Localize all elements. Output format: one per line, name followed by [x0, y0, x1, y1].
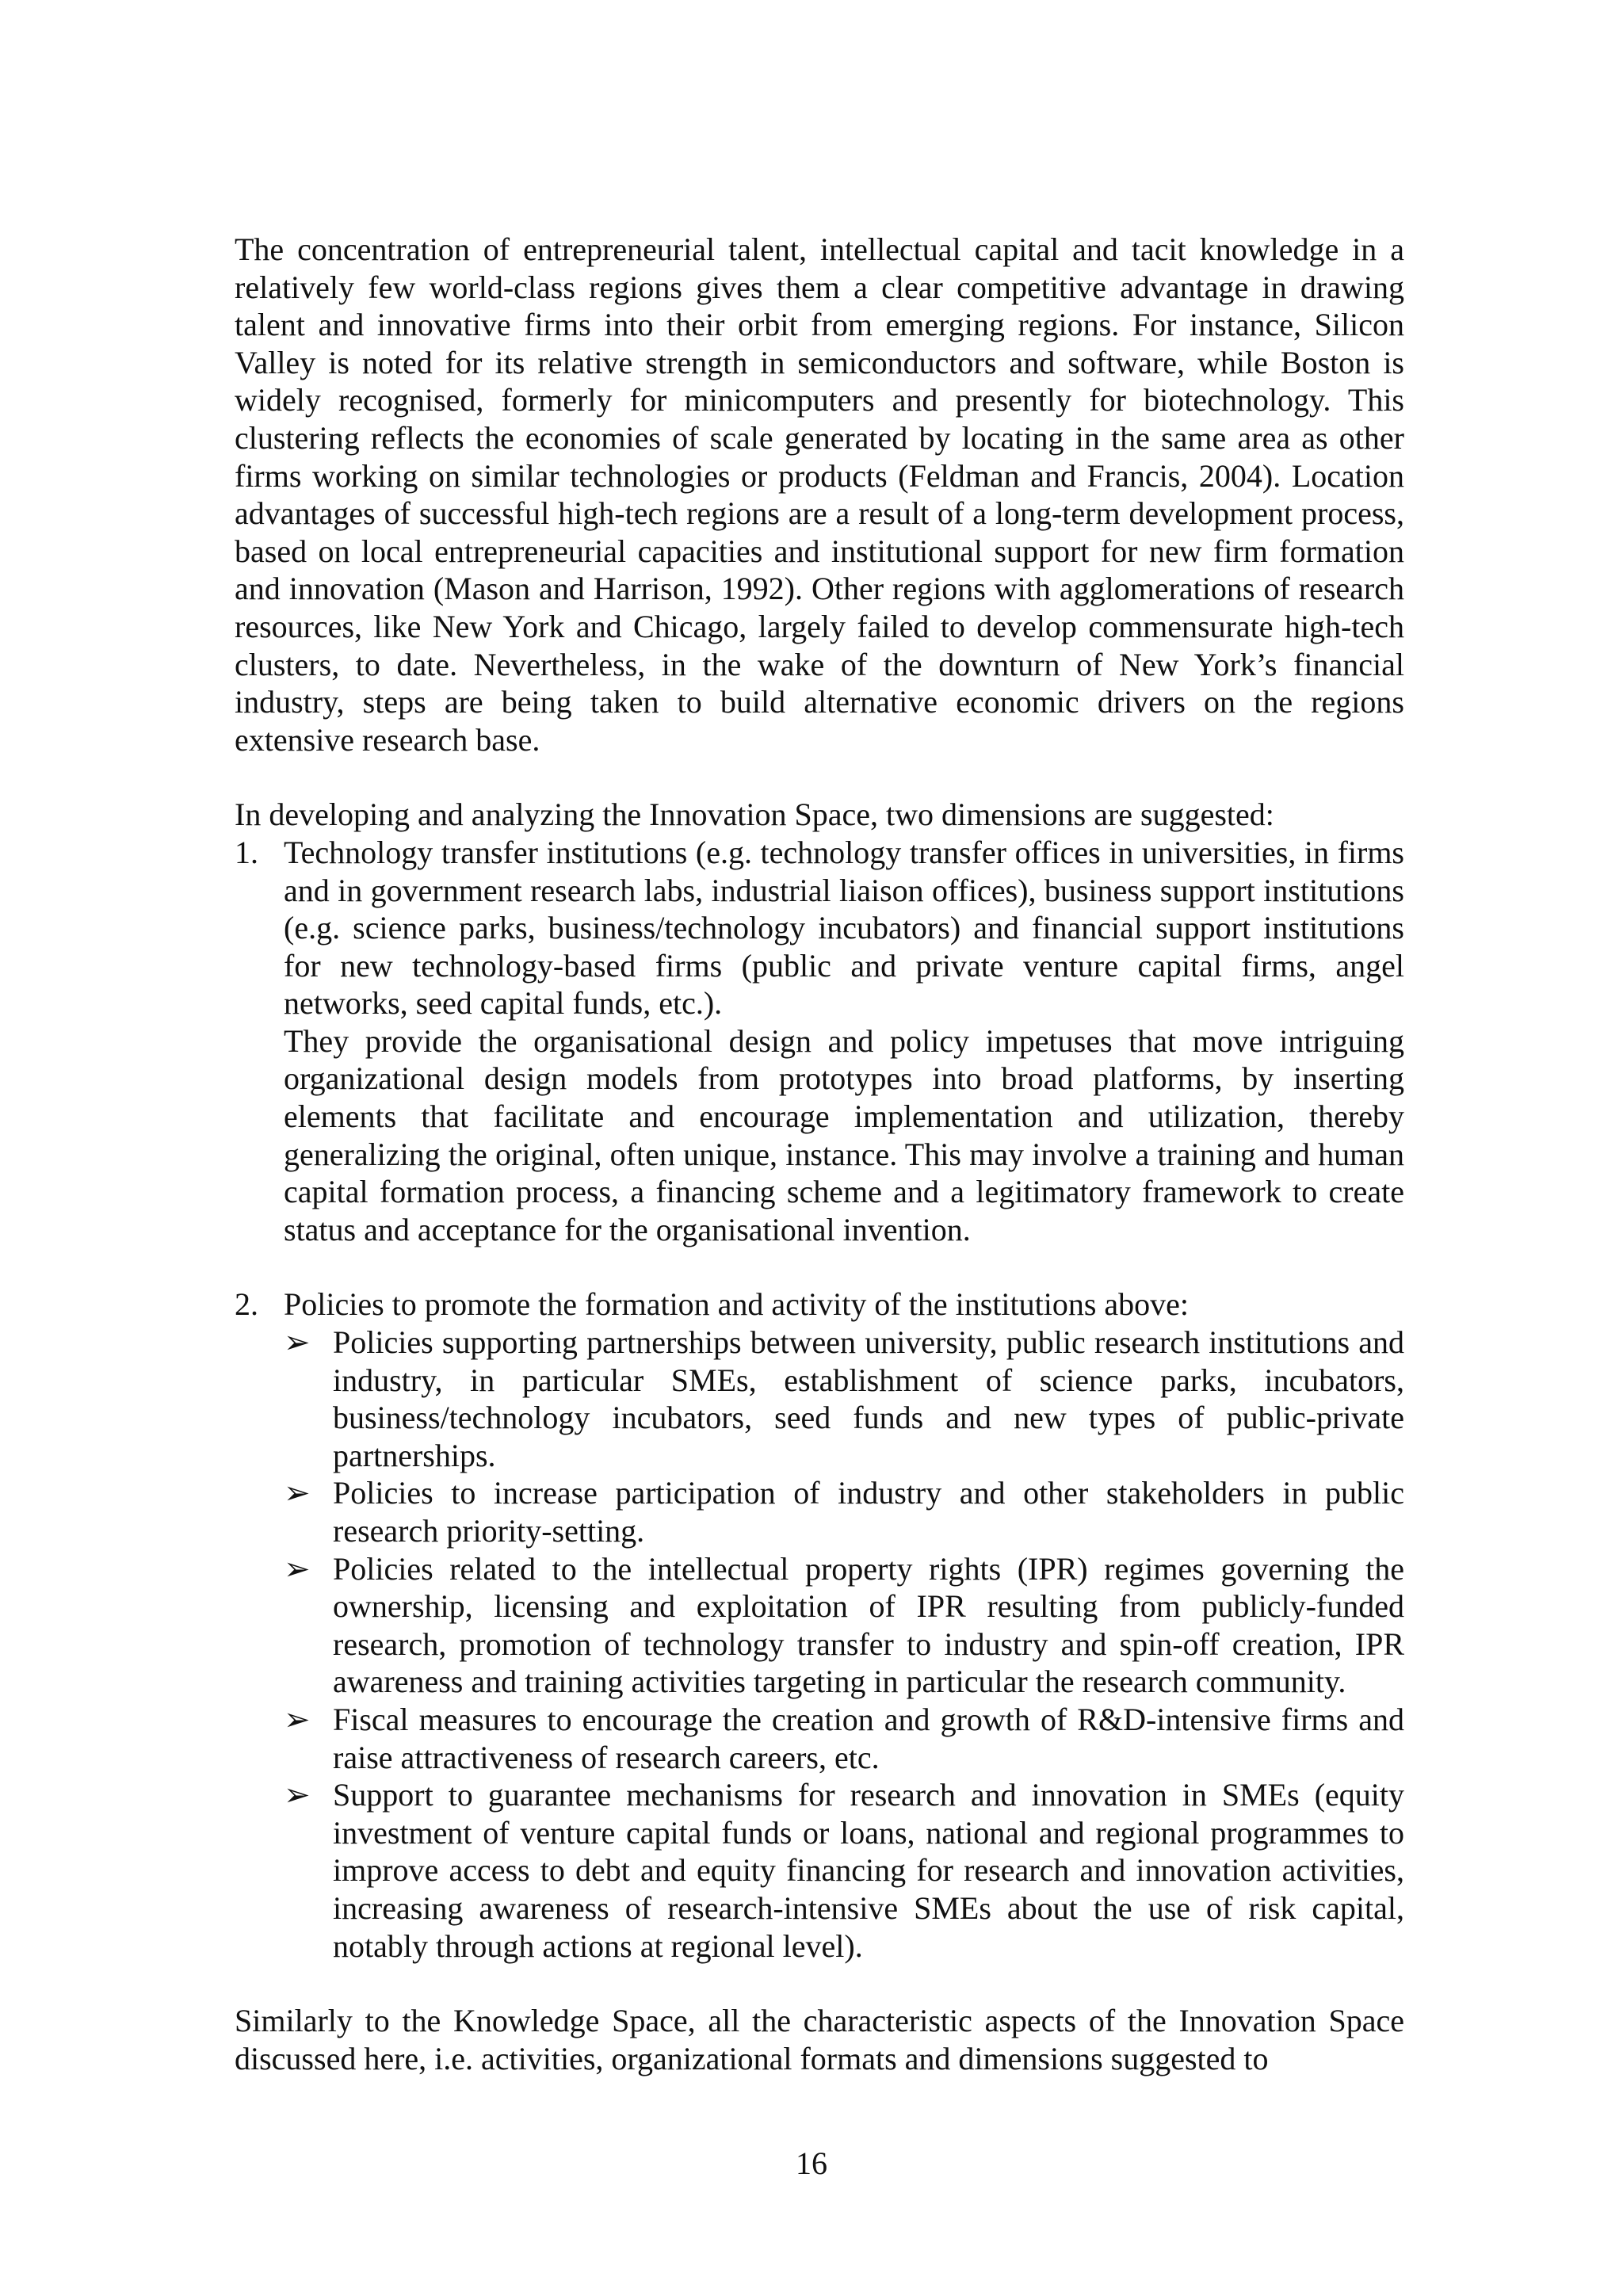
page-number: 16	[796, 2145, 827, 2181]
paragraph-spacer	[235, 1248, 1404, 1286]
bullet-item	[284, 1776, 1404, 1965]
paragraph-regional-clusters: The concentration of entrepreneurial talent, intellectual capital and tacit knowledge in a relatively few world-class regions gives them a clear competitive advantage in drawing talent and innovative firms into their orbit from emerging regions. For instance, Silicon Valley is noted for its relative strength in semiconductors and software, while Boston is widely recognised, formerly for minicomputers and presently for biotechnology. This clustering reflects the economies of scale generated by locating in the same area as other firms working on similar technologies or products (Feldman and Francis, 2004). Location advantages of successful high-tech regions are a result of a long-term development process, based on local entrepreneurial capacities and institutional support for new firm formation and innovation (Mason and Harrison, 1992). Other regions with agglomerations of research resources, like New York and Chicago, largely failed to develop commensurate high-tech clusters, to date. Nevertheless, in the wake of the downturn of New York’s financial industry, steps are being taken to build alternative economic drivers on the regions extensive research base.	[235, 231, 1404, 758]
bullet-item	[284, 1324, 1404, 1474]
bullet-item	[284, 1550, 1404, 1701]
bullet-text: Policies to increase participation of industry and other stakeholders in public research priority-setting.	[333, 1475, 1404, 1549]
arrow-bullet-icon: ➢	[284, 1777, 311, 1813]
bullet-text: Policies related to the intellectual property rights (IPR) regimes governing the ownership, licensing and exploitation of IPR resulting from publicly-funded research, promotion of technology transfer to industry and spin-off creation, IPR awareness and training activities targeting in particular the research community.	[333, 1550, 1404, 1700]
paragraph-closing: Similarly to the Knowledge Space, all the characteristic aspects of the Innovation Space discussed here, i.e. activities, organizational formats and dimensions suggested to	[235, 2003, 1404, 2076]
paragraph-spacer	[235, 1965, 1404, 2002]
list-item-text: Policies to promote the formation and activity of the institutions above:	[284, 1286, 1190, 1323]
page-body	[235, 231, 1404, 2077]
arrow-bullet-icon: ➢	[284, 1701, 311, 1737]
arrow-bullet-icon: ➢	[284, 1475, 311, 1511]
policy-bullet-list	[284, 1324, 1404, 1965]
bullet-item	[284, 1701, 1404, 1776]
bullet-item	[284, 1474, 1404, 1549]
list-item-continuation: They provide the organisational design and policy impetuses that move intriguing organizational design models from prototypes into broad platforms, by inserting elements that facilitate and encourage implementation and utilization, thereby generalizing the original, often unique, instance. This may involve a training and human capital formation process, a financing scheme and a legitimatory framework to create status and acceptance for the organisational invention.	[284, 1022, 1404, 1247]
list-number: 2.	[235, 1286, 258, 1323]
list-item-policies	[235, 1286, 1404, 1965]
paragraph-dimensions-intro: In developing and analyzing the Innovation Space, two dimensions are suggested:	[235, 797, 1274, 833]
list-number: 1.	[235, 834, 258, 870]
paragraph-spacer	[235, 758, 1404, 796]
arrow-bullet-icon: ➢	[284, 1550, 311, 1587]
list-item-text: Technology transfer institutions (e.g. technology transfer offices in universities, in firms and in government research labs, industrial liaison offices), business support institutions (e.g. science parks, business/technology incubators) and financial support institutions for new technology-based firms (public and private venture capital firms, angel networks, seed capital funds, etc.).	[284, 834, 1404, 1022]
list-item-technology-transfer	[235, 834, 1404, 1249]
bullet-text: Support to guarantee mechanisms for research and innovation in SMEs (equity investment of venture capital funds or loans, national and regional programmes to improve access to debt and equity financing for research and innovation activities, increasing awareness of research-intensive SMEs about the use of risk capital, notably through actions at regional level).	[333, 1777, 1404, 1964]
arrow-bullet-icon: ➢	[284, 1324, 311, 1361]
bullet-text: Fiscal measures to encourage the creation and growth of R&D-intensive firms and raise attractiveness of research careers, etc.	[333, 1701, 1404, 1775]
bullet-text: Policies supporting partnerships between university, public research institutions and industry, in particular SMEs, establishment of science parks, incubators, business/technology incubators, seed funds and new types of public-private partnerships.	[333, 1324, 1404, 1473]
